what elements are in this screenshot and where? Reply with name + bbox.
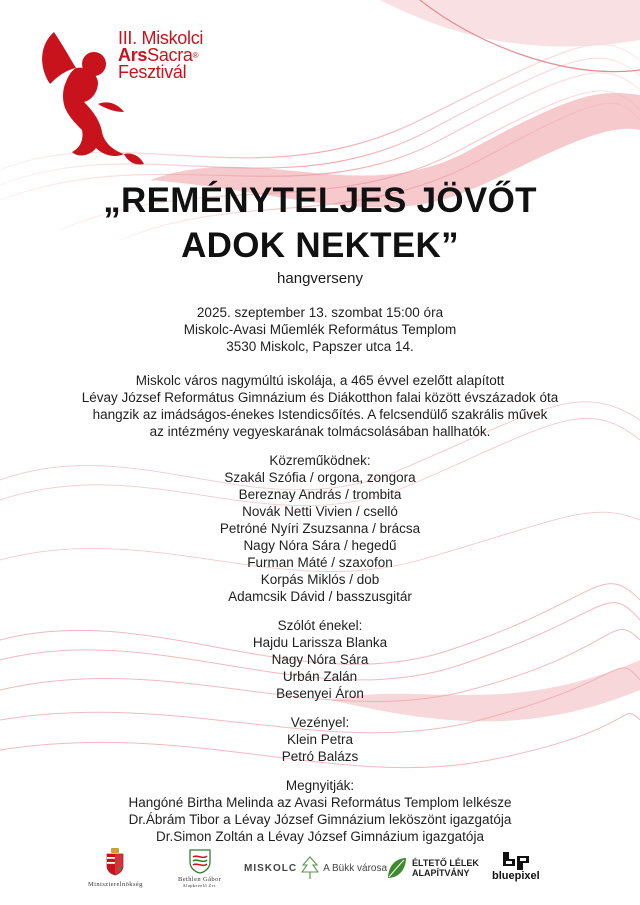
openers-section [0, 777, 640, 845]
opener-item: Hangóné Birtha Melinda az Avasi Református Templom lelkésze [128, 795, 512, 810]
ministry-logo [88, 848, 143, 888]
performers-heading: Közreműködnek: [269, 453, 371, 468]
registered-mark: ® [192, 51, 199, 60]
soloist-item: Hajdu Larissza Blanka [252, 635, 388, 650]
miskolc-label: MISKOLC [244, 862, 298, 874]
sponsor-footer [0, 848, 640, 898]
conductor-item: Petró Balázs [281, 749, 359, 764]
soloist-item: Nagy Nóra Sára [271, 652, 369, 667]
soloist-item: Urbán Zalán [282, 669, 358, 684]
performer-item: Bereznay András / trombita [238, 487, 402, 502]
performer-item: Adamcsik Dávid / basszusgitár [228, 589, 412, 604]
event-subtitle: hangverseny [277, 270, 363, 287]
conductors-section [0, 714, 640, 765]
description-line: az intézmény vegyeskarának tolmácsolásában hallhatók. [149, 424, 491, 439]
description-line: hangzik az imádságos-énekes Istendicsőítés. A felcsendülő szakrális művek [92, 407, 548, 422]
performer-item: Nagy Nóra Sára / hegedű [243, 538, 397, 553]
opener-item: Dr.Ábrám Tibor a Lévay József Gimnázium leköszönt igazgatója [128, 812, 512, 827]
performer-item: Petróné Nyíri Zsuzsanna / brácsa [219, 521, 421, 536]
leaf-icon [386, 856, 408, 880]
opener-item: Dr.Simon Zoltán a Lévay József Gimnázium igazgatója [156, 829, 484, 844]
conductors-heading: Vezényel: [290, 715, 350, 730]
eletto-sublabel: ALAPÍTVÁNY [412, 868, 470, 878]
performer-item: Furman Máté / szaxofon [247, 555, 393, 570]
description-line: Lévay József Református Gimnázium és Diákotthon falai között évszázadok óta [81, 390, 559, 405]
event-content [0, 178, 640, 845]
festival-line3: Fesztivál [118, 62, 187, 82]
coat-of-arms-icon [105, 848, 125, 876]
event-venue: Miskolc-Avasi Műemlék Református Templom [183, 322, 457, 337]
miskolc-logo [244, 856, 387, 880]
performer-item: Szakál Szófia / orgona, zongora [224, 470, 416, 485]
bluepixel-mark-icon [501, 850, 531, 870]
performers-section [0, 452, 640, 605]
festival-logotype [118, 30, 203, 81]
eletto-label: ÉLTETŐ LÉLEK [412, 858, 479, 868]
eletto-text [412, 858, 479, 878]
bluepixel-logo [492, 850, 540, 882]
soloists-heading: Szólót énekel: [277, 618, 363, 633]
soloist-item: Besenyei Áron [276, 686, 364, 701]
ministry-label: Miniszterelnökség [88, 881, 143, 888]
bethlen-logo [178, 848, 221, 888]
tree-icon [301, 856, 319, 880]
bukk-label: A Bükk városa [323, 862, 388, 874]
description-line: Miskolc város nagymúltú iskolája, a 465 évvel ezelőtt alapított [135, 373, 505, 388]
bethlen-sublabel: Alapkezelő Zrt. [182, 883, 217, 888]
event-date: 2025. szeptember 13. szombat 15:00 óra [196, 305, 444, 320]
soloists-section [0, 617, 640, 702]
event-title-line1: „REMÉNYTELJES JÖVŐT [103, 181, 537, 220]
performer-item: Korpás Miklós / dob [260, 572, 380, 587]
bethlen-label: Bethlen Gábor [178, 876, 222, 883]
openers-heading: Megnyitják: [285, 778, 355, 793]
festival-brand-ars: Ars [118, 45, 148, 65]
conductor-item: Klein Petra [286, 732, 354, 747]
festival-brand-sacra: Sacra [147, 45, 193, 65]
event-details [0, 304, 640, 355]
event-title [0, 178, 640, 268]
eletto-lelek-logo [386, 856, 479, 880]
event-description [0, 372, 640, 440]
event-address: 3530 Miskolc, Papszer utca 14. [226, 339, 414, 354]
bluepixel-label: bluepixel [492, 870, 540, 882]
event-title-line2: ADOK NEKTEK” [181, 226, 459, 265]
bethlen-shield-icon [187, 848, 213, 874]
festival-line1: III. Miskolci [118, 28, 204, 48]
performer-item: Novák Netti Vivien / cselló [242, 504, 398, 519]
